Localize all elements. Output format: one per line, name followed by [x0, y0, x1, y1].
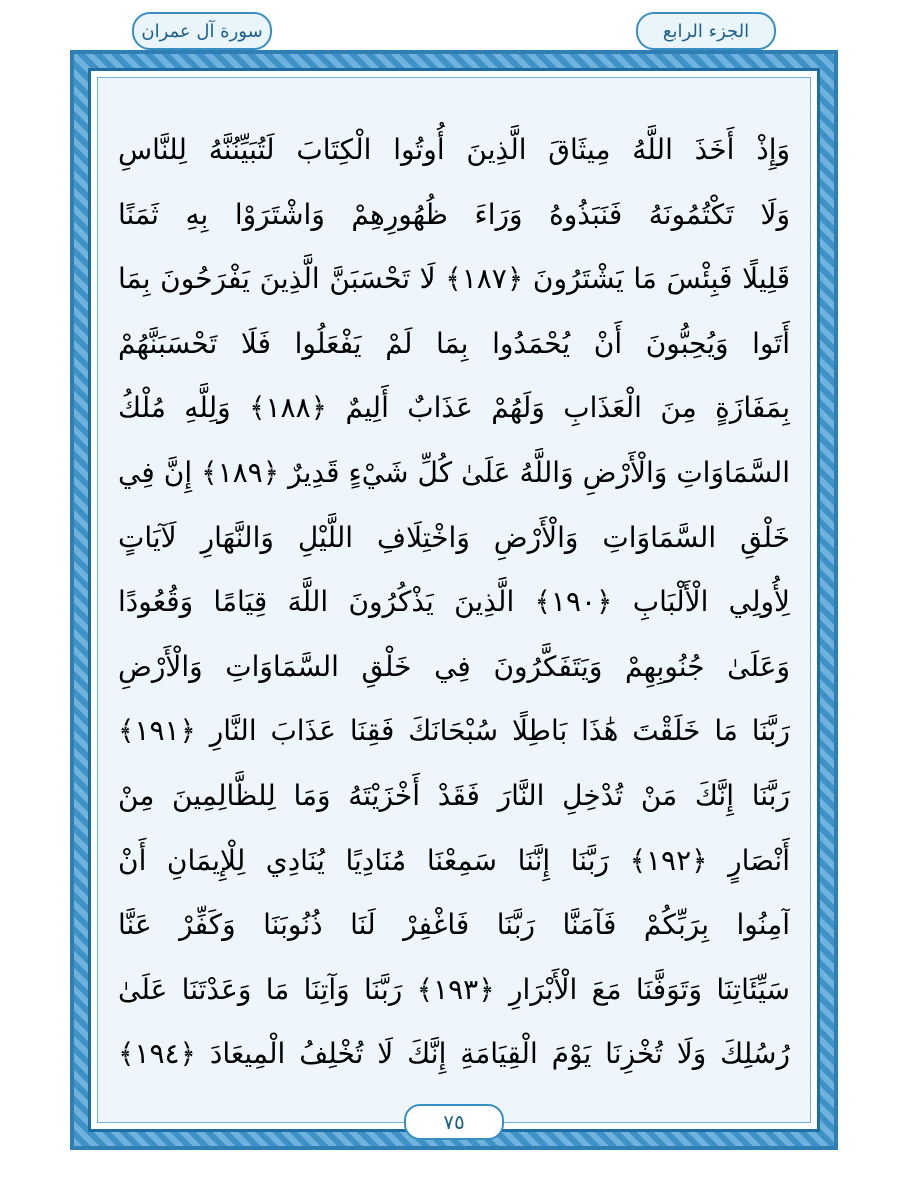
text-line-10: رَبَّنَا مَا خَلَقْتَ هَٰذَا بَاطِلًا سُبْحَانَكَ فَقِنَا عَذَابَ النَّارِ ﴿١٩١﴾: [118, 714, 790, 748]
text-line-12: أَنْصَارٍ ﴿١٩٢﴾ رَبَّنَا إِنَّنَا سَمِعْنَا مُنَادِيًا يُنَادِي لِلْإِيمَانِ أَنْ: [118, 843, 790, 877]
text-area: [97, 77, 811, 1123]
quran-text: [118, 118, 790, 1087]
text-line-3: قَلِيلًا فَبِئْسَ مَا يَشْتَرُونَ ﴿١٨٧﴾ لَا تَحْسَبَنَّ الَّذِينَ يَفْرَحُونَ بِمَا: [118, 262, 790, 296]
text-line-11: رَبَّنَا إِنَّكَ مَنْ تُدْخِلِ النَّارَ فَقَدْ أَخْزَيْتَهُ وَمَا لِلظَّالِمِينَ مِنْ: [118, 778, 790, 812]
juz-label: الجزء الرابع: [636, 12, 776, 50]
text-line-1: وَإِذْ أَخَذَ اللَّهُ مِيثَاقَ الَّذِينَ أُوتُوا الْكِتَابَ لَتُبَيِّنُنَّهُ لِلنَّاسِ: [118, 133, 790, 166]
text-line-2: وَلَا تَكْتُمُونَهُ فَنَبَذُوهُ وَرَاءَ ظُهُورِهِمْ وَاشْتَرَوْا بِهِ ثَمَنًا: [118, 197, 790, 231]
text-line-14: سَيِّئَاتِنَا وَتَوَفَّنَا مَعَ الْأَبْرَارِ ﴿١٩٣﴾ رَبَّنَا وَآتِنَا مَا وَعَدْتَنَا عَلَىٰ: [118, 972, 790, 1006]
text-line-9: وَعَلَىٰ جُنُوبِهِمْ وَيَتَفَكَّرُونَ فِي خَلْقِ السَّمَاوَاتِ وَالْأَرْضِ: [118, 649, 790, 683]
text-line-13: آمِنُوا بِرَبِّكُمْ فَآمَنَّا رَبَّنَا فَاغْفِرْ لَنَا ذُنُوبَنَا وَكَفِّرْ عَنَّا: [118, 908, 790, 942]
text-line-8: لِأُولِي الْأَلْبَابِ ﴿١٩٠﴾ الَّذِينَ يَذْكُرُونَ اللَّهَ قِيَامًا وَقُعُودًا: [118, 585, 790, 619]
page-border: [88, 68, 820, 1132]
text-line-5: بِمَفَازَةٍ مِنَ الْعَذَابِ وَلَهُمْ عَذَابٌ أَلِيمٌ ﴿١٨٨﴾ وَلِلَّهِ مُلْكُ: [118, 391, 790, 425]
text-line-7: خَلْقِ السَّمَاوَاتِ وَالْأَرْضِ وَاخْتِلَافِ اللَّيْلِ وَالنَّهَارِ لَآيَاتٍ: [118, 520, 790, 554]
text-line-4: أَتَوا وَيُحِبُّونَ أَنْ يُحْمَدُوا بِمَا لَمْ يَفْعَلُوا فَلَا تَحْسَبَنَّهُمْ: [118, 326, 790, 360]
surah-label: سورة آل عمران: [132, 12, 272, 50]
page-number: ٧٥: [404, 1104, 504, 1140]
page-frame: [70, 50, 838, 1150]
text-line-6: السَّمَاوَاتِ وَالْأَرْضِ وَاللَّهُ عَلَىٰ كُلِّ شَيْءٍ قَدِيرٌ ﴿١٨٩﴾ إِنَّ فِي: [118, 455, 790, 489]
text-line-15: رُسُلِكَ وَلَا تُخْزِنَا يَوْمَ الْقِيَامَةِ إِنَّكَ لَا تُخْلِفُ الْمِيعَادَ ﴿١٩٤﴾: [118, 1037, 790, 1071]
